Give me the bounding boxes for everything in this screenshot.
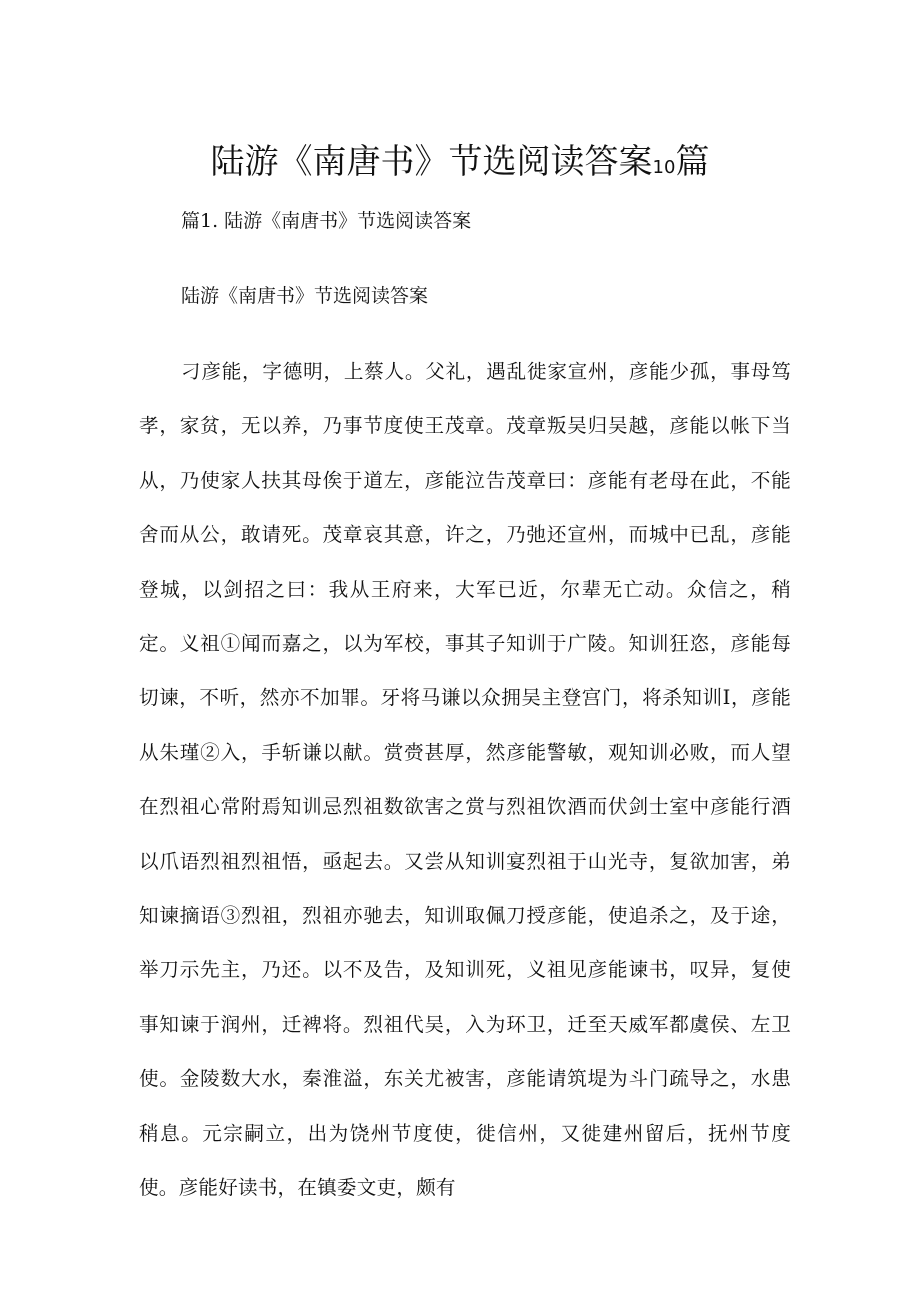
document-title-suffix: 篇 <box>675 142 710 182</box>
section-heading: 篇1. 陆游《南唐书》节选阅读答案 <box>181 210 472 232</box>
article-body: 刁彦能，字德明，上蔡人。父礼，遇乱徙家宣州，彦能少孤，事母笃孝，家贫，无以养，乃事节度使王茂章。茂章叛吴归吴越，彦能以帐下当从，乃使家人扶其母俟于道左，彦能泣告茂章曰：彦能有老母在此，不能舍而从公，敢请死。茂章哀其意，许之，乃弛还宣州，而城中已乱，彦能登城，以剑招之曰：我从王府来，大军已近，尔辈无亡动。众信之，稍定。义祖①闻而嘉之，以为军校，事其子知训于广陵。知训狂恣，彦能每切谏，不听，然亦不加罪。牙将马谦以众拥吴主登宫门，将杀知训I，彦能从朱瑾②入，手斩谦以献。赏赍甚厚，然彦能警敏，观知训必败，而人望在烈祖心常附焉知训忌烈祖数欲害之赏与烈祖饮酒而伏剑士室中彦能行酒以爪语烈祖烈祖悟，亟起去。又尝从知训宴烈祖于山光寺，复欲加害，弟知谏摘语③烈祖，烈祖亦驰去，知训取佩刀授彦能，使追杀之，及于途，举刀示先主，乃还。以不及告，及知训死，义祖见彦能谏书，叹异，复使事知谏于润州，迁裨将。烈祖代吴，入为环卫，迁至天威军都虞侯、左卫使。金陵数大水，秦淮溢，东关尤被害，彦能请筑堤为斗门疏导之，水患稍息。元宗嗣立，出为饶州节度使，徙信州，又徙建州留后，抚州节度使。彦能好读书，在镇委文吏，颇有 <box>139 360 791 1200</box>
document-title-count: 10 <box>652 157 676 178</box>
article-subtitle: 陆游《南唐书》节选阅读答案 <box>181 285 429 307</box>
document-title-main: 陆游《南唐书》节选阅读答案 <box>210 142 653 182</box>
document-title <box>0 138 920 192</box>
